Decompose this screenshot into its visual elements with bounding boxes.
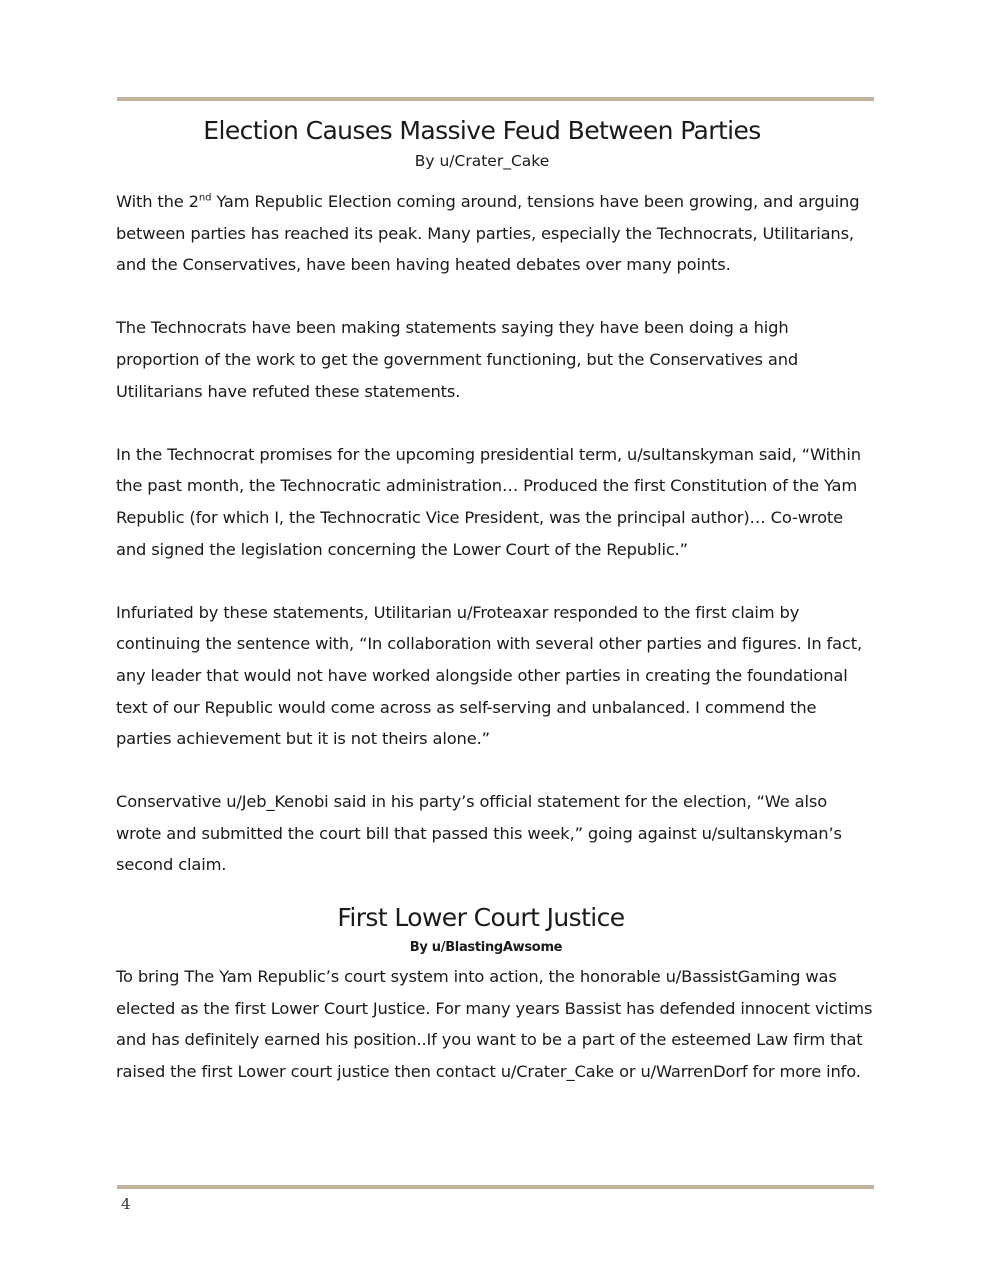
article-2-title: First Lower Court Justice <box>337 903 625 933</box>
bottom-rule <box>117 1185 874 1189</box>
page-content <box>116 112 876 1087</box>
article-1-byline: By u/Crater_Cake <box>414 152 550 170</box>
article-1-paragraph-4: Infuriated by these statements, Utilitarian u/Froteaxar responded to the first claim by continuing the sentence with, “In collaboration with several other parties and figures. In fact, any leader that would not have worked alongside other parties in creating the foundational text of our Republic would come across as self-serving and unbalanced. I commend the parties achievement but it is not theirs alone.” <box>116 602 862 749</box>
article-1-paragraph-1 <box>116 186 876 281</box>
page-number: 4 <box>121 1195 131 1213</box>
article-1-paragraph-1-rest: Yam Republic Election coming around, tensions have been growing, and arguing between parties has reached its peak. Many parties, especially the Technocrats, Utilitarians, and the Conservatives, have been having heated debates over many points. <box>116 192 860 275</box>
top-rule <box>117 97 874 101</box>
article-1-paragraph-2: The Technocrats have been making statements saying they have been doing a high proportion of the work to get the government functioning, but the Conservatives and Utilitarians have refuted these statements. <box>116 318 799 401</box>
article-2-byline: By u/BlastingAwsome <box>409 940 563 956</box>
article-1-title: Election Causes Massive Feud Between Parties <box>203 116 761 145</box>
ordinal-suffix: nd <box>198 192 212 204</box>
article-1-paragraph-3: In the Technocrat promises for the upcoming presidential term, u/sultanskyman said, “Within the past month, the Technocratic administration… Produced the first Constitution of the Yam Republic (for which I, the Technocratic Vice President, was the principal author)… Co-wrote and signed the legislation concerning the Lower Court of the Republic.” <box>116 444 861 559</box>
article-2-paragraph-1: To bring The Yam Republic’s court system into action, the honorable u/BassistGaming was elected as the first Lower Court Justice. For many years Bassist has defended innocent victims and has definitely earned his position..If you want to be a part of the esteemed Law firm that raised the first Lower court justice then contact u/Crater_Cake or u/WarrenDorf for more info. <box>116 967 873 1081</box>
article-1-paragraph-5: Conservative u/Jeb_Kenobi said in his party’s official statement for the election, “We also wrote and submitted the court bill that passed this week,” going against u/sultanskyman’s second claim. <box>116 792 842 875</box>
article-1-paragraph-1-start: With the 2 <box>116 192 199 211</box>
